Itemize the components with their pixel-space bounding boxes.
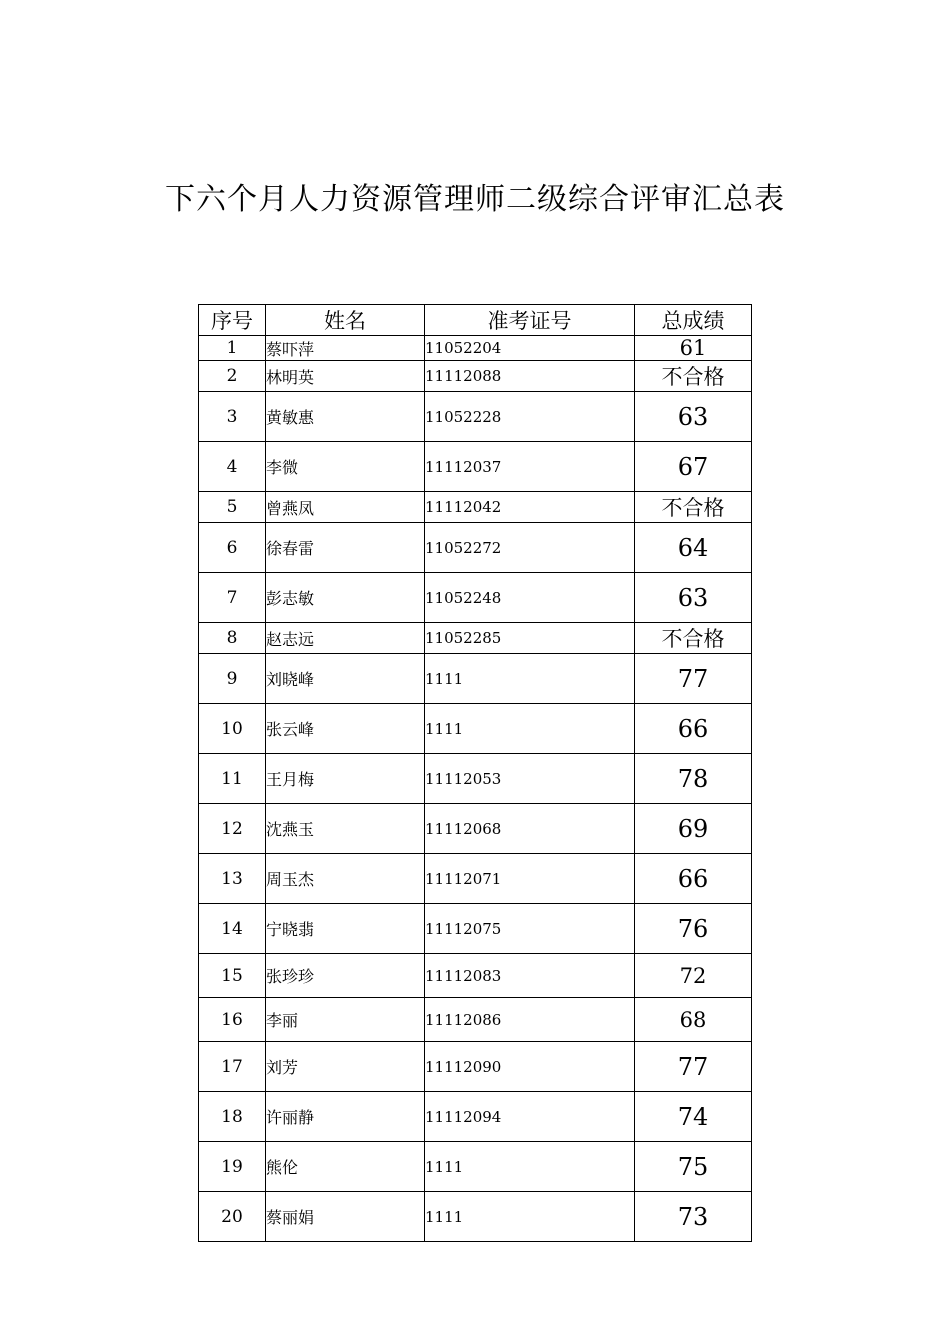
- cell-total-score: 76: [635, 904, 752, 954]
- cell-serial-number: 18: [199, 1092, 266, 1142]
- cell-serial-number: 12: [199, 804, 266, 854]
- cell-admission-ticket-number: 11112088: [425, 361, 635, 392]
- cell-serial-number: 14: [199, 904, 266, 954]
- cell-admission-ticket-number: 11052248: [425, 573, 635, 623]
- cell-admission-ticket-number: 1111: [425, 1192, 635, 1242]
- table-row: [199, 1142, 752, 1192]
- table-row: [199, 854, 752, 904]
- cell-name: 蔡吓萍: [266, 336, 425, 361]
- cell-name: 周玉杰: [266, 854, 425, 904]
- cell-total-score: 67: [635, 442, 752, 492]
- cell-total-score: 74: [635, 1092, 752, 1142]
- table-row: [199, 492, 752, 523]
- cell-serial-number: 20: [199, 1192, 266, 1242]
- cell-serial-number: 6: [199, 523, 266, 573]
- page-title: 下六个月人力资源管理师二级综合评审汇总表: [165, 182, 785, 217]
- cell-admission-ticket-number: 11052204: [425, 336, 635, 361]
- table-row: [199, 573, 752, 623]
- cell-total-score: 75: [635, 1142, 752, 1192]
- cell-serial-number: 3: [199, 392, 266, 442]
- cell-name: 林明英: [266, 361, 425, 392]
- cell-name: 刘芳: [266, 1042, 425, 1092]
- table-row: [199, 1192, 752, 1242]
- cell-admission-ticket-number: 11112068: [425, 804, 635, 854]
- cell-admission-ticket-number: 1111: [425, 654, 635, 704]
- header-admission-ticket-number: 准考证号: [425, 305, 635, 336]
- table-row: [199, 392, 752, 442]
- table-row: [199, 998, 752, 1042]
- cell-serial-number: 5: [199, 492, 266, 523]
- cell-admission-ticket-number: 11112090: [425, 1042, 635, 1092]
- cell-serial-number: 15: [199, 954, 266, 998]
- cell-serial-number: 1: [199, 336, 266, 361]
- cell-admission-ticket-number: 11052285: [425, 623, 635, 654]
- table-row: [199, 904, 752, 954]
- table-row: [199, 1042, 752, 1092]
- cell-admission-ticket-number: 1111: [425, 1142, 635, 1192]
- cell-total-score: 69: [635, 804, 752, 854]
- cell-name: 宁晓翡: [266, 904, 425, 954]
- table-header-row: [199, 305, 752, 336]
- cell-serial-number: 4: [199, 442, 266, 492]
- table-row: [199, 361, 752, 392]
- cell-name: 李丽: [266, 998, 425, 1042]
- cell-serial-number: 17: [199, 1042, 266, 1092]
- cell-admission-ticket-number: 11112086: [425, 998, 635, 1042]
- cell-name: 曾燕凤: [266, 492, 425, 523]
- cell-serial-number: 7: [199, 573, 266, 623]
- cell-total-score: 73: [635, 1192, 752, 1242]
- header-name: 姓名: [266, 305, 425, 336]
- cell-serial-number: 19: [199, 1142, 266, 1192]
- cell-serial-number: 13: [199, 854, 266, 904]
- cell-total-score: 61: [635, 336, 752, 361]
- cell-admission-ticket-number: 11052228: [425, 392, 635, 442]
- cell-admission-ticket-number: 11112071: [425, 854, 635, 904]
- cell-admission-ticket-number: 11112042: [425, 492, 635, 523]
- cell-total-score: 78: [635, 754, 752, 804]
- cell-admission-ticket-number: 11112083: [425, 954, 635, 998]
- cell-total-score: 不合格: [635, 623, 752, 654]
- cell-admission-ticket-number: 11052272: [425, 523, 635, 573]
- table-row: [199, 954, 752, 998]
- cell-name: 徐春雷: [266, 523, 425, 573]
- cell-total-score: 63: [635, 573, 752, 623]
- table-row: [199, 1092, 752, 1142]
- table-row: [199, 336, 752, 361]
- cell-name: 许丽静: [266, 1092, 425, 1142]
- cell-serial-number: 11: [199, 754, 266, 804]
- cell-name: 李微: [266, 442, 425, 492]
- cell-name: 赵志远: [266, 623, 425, 654]
- cell-name: 黄敏惠: [266, 392, 425, 442]
- cell-name: 张云峰: [266, 704, 425, 754]
- cell-name: 张珍珍: [266, 954, 425, 998]
- cell-name: 王月梅: [266, 754, 425, 804]
- header-total-score: 总成绩: [635, 305, 752, 336]
- cell-total-score: 66: [635, 854, 752, 904]
- cell-name: 彭志敏: [266, 573, 425, 623]
- cell-total-score: 64: [635, 523, 752, 573]
- cell-serial-number: 16: [199, 998, 266, 1042]
- table-row: [199, 754, 752, 804]
- score-summary-table: [198, 304, 752, 1242]
- cell-name: 蔡丽娟: [266, 1192, 425, 1242]
- table-row: [199, 654, 752, 704]
- table-row: [199, 804, 752, 854]
- cell-total-score: 72: [635, 954, 752, 998]
- cell-serial-number: 2: [199, 361, 266, 392]
- cell-admission-ticket-number: 11112075: [425, 904, 635, 954]
- cell-serial-number: 10: [199, 704, 266, 754]
- table-row: [199, 623, 752, 654]
- cell-total-score: 不合格: [635, 361, 752, 392]
- cell-admission-ticket-number: 11112053: [425, 754, 635, 804]
- cell-serial-number: 9: [199, 654, 266, 704]
- cell-total-score: 不合格: [635, 492, 752, 523]
- header-serial-number: 序号: [199, 305, 266, 336]
- cell-admission-ticket-number: 1111: [425, 704, 635, 754]
- table-row: [199, 442, 752, 492]
- cell-total-score: 66: [635, 704, 752, 754]
- cell-admission-ticket-number: 11112037: [425, 442, 635, 492]
- cell-total-score: 63: [635, 392, 752, 442]
- cell-total-score: 77: [635, 1042, 752, 1092]
- cell-serial-number: 8: [199, 623, 266, 654]
- cell-name: 沈燕玉: [266, 804, 425, 854]
- cell-name: 熊伦: [266, 1142, 425, 1192]
- cell-total-score: 68: [635, 998, 752, 1042]
- table-row: [199, 523, 752, 573]
- table-row: [199, 704, 752, 754]
- cell-total-score: 77: [635, 654, 752, 704]
- cell-name: 刘晓峰: [266, 654, 425, 704]
- cell-admission-ticket-number: 11112094: [425, 1092, 635, 1142]
